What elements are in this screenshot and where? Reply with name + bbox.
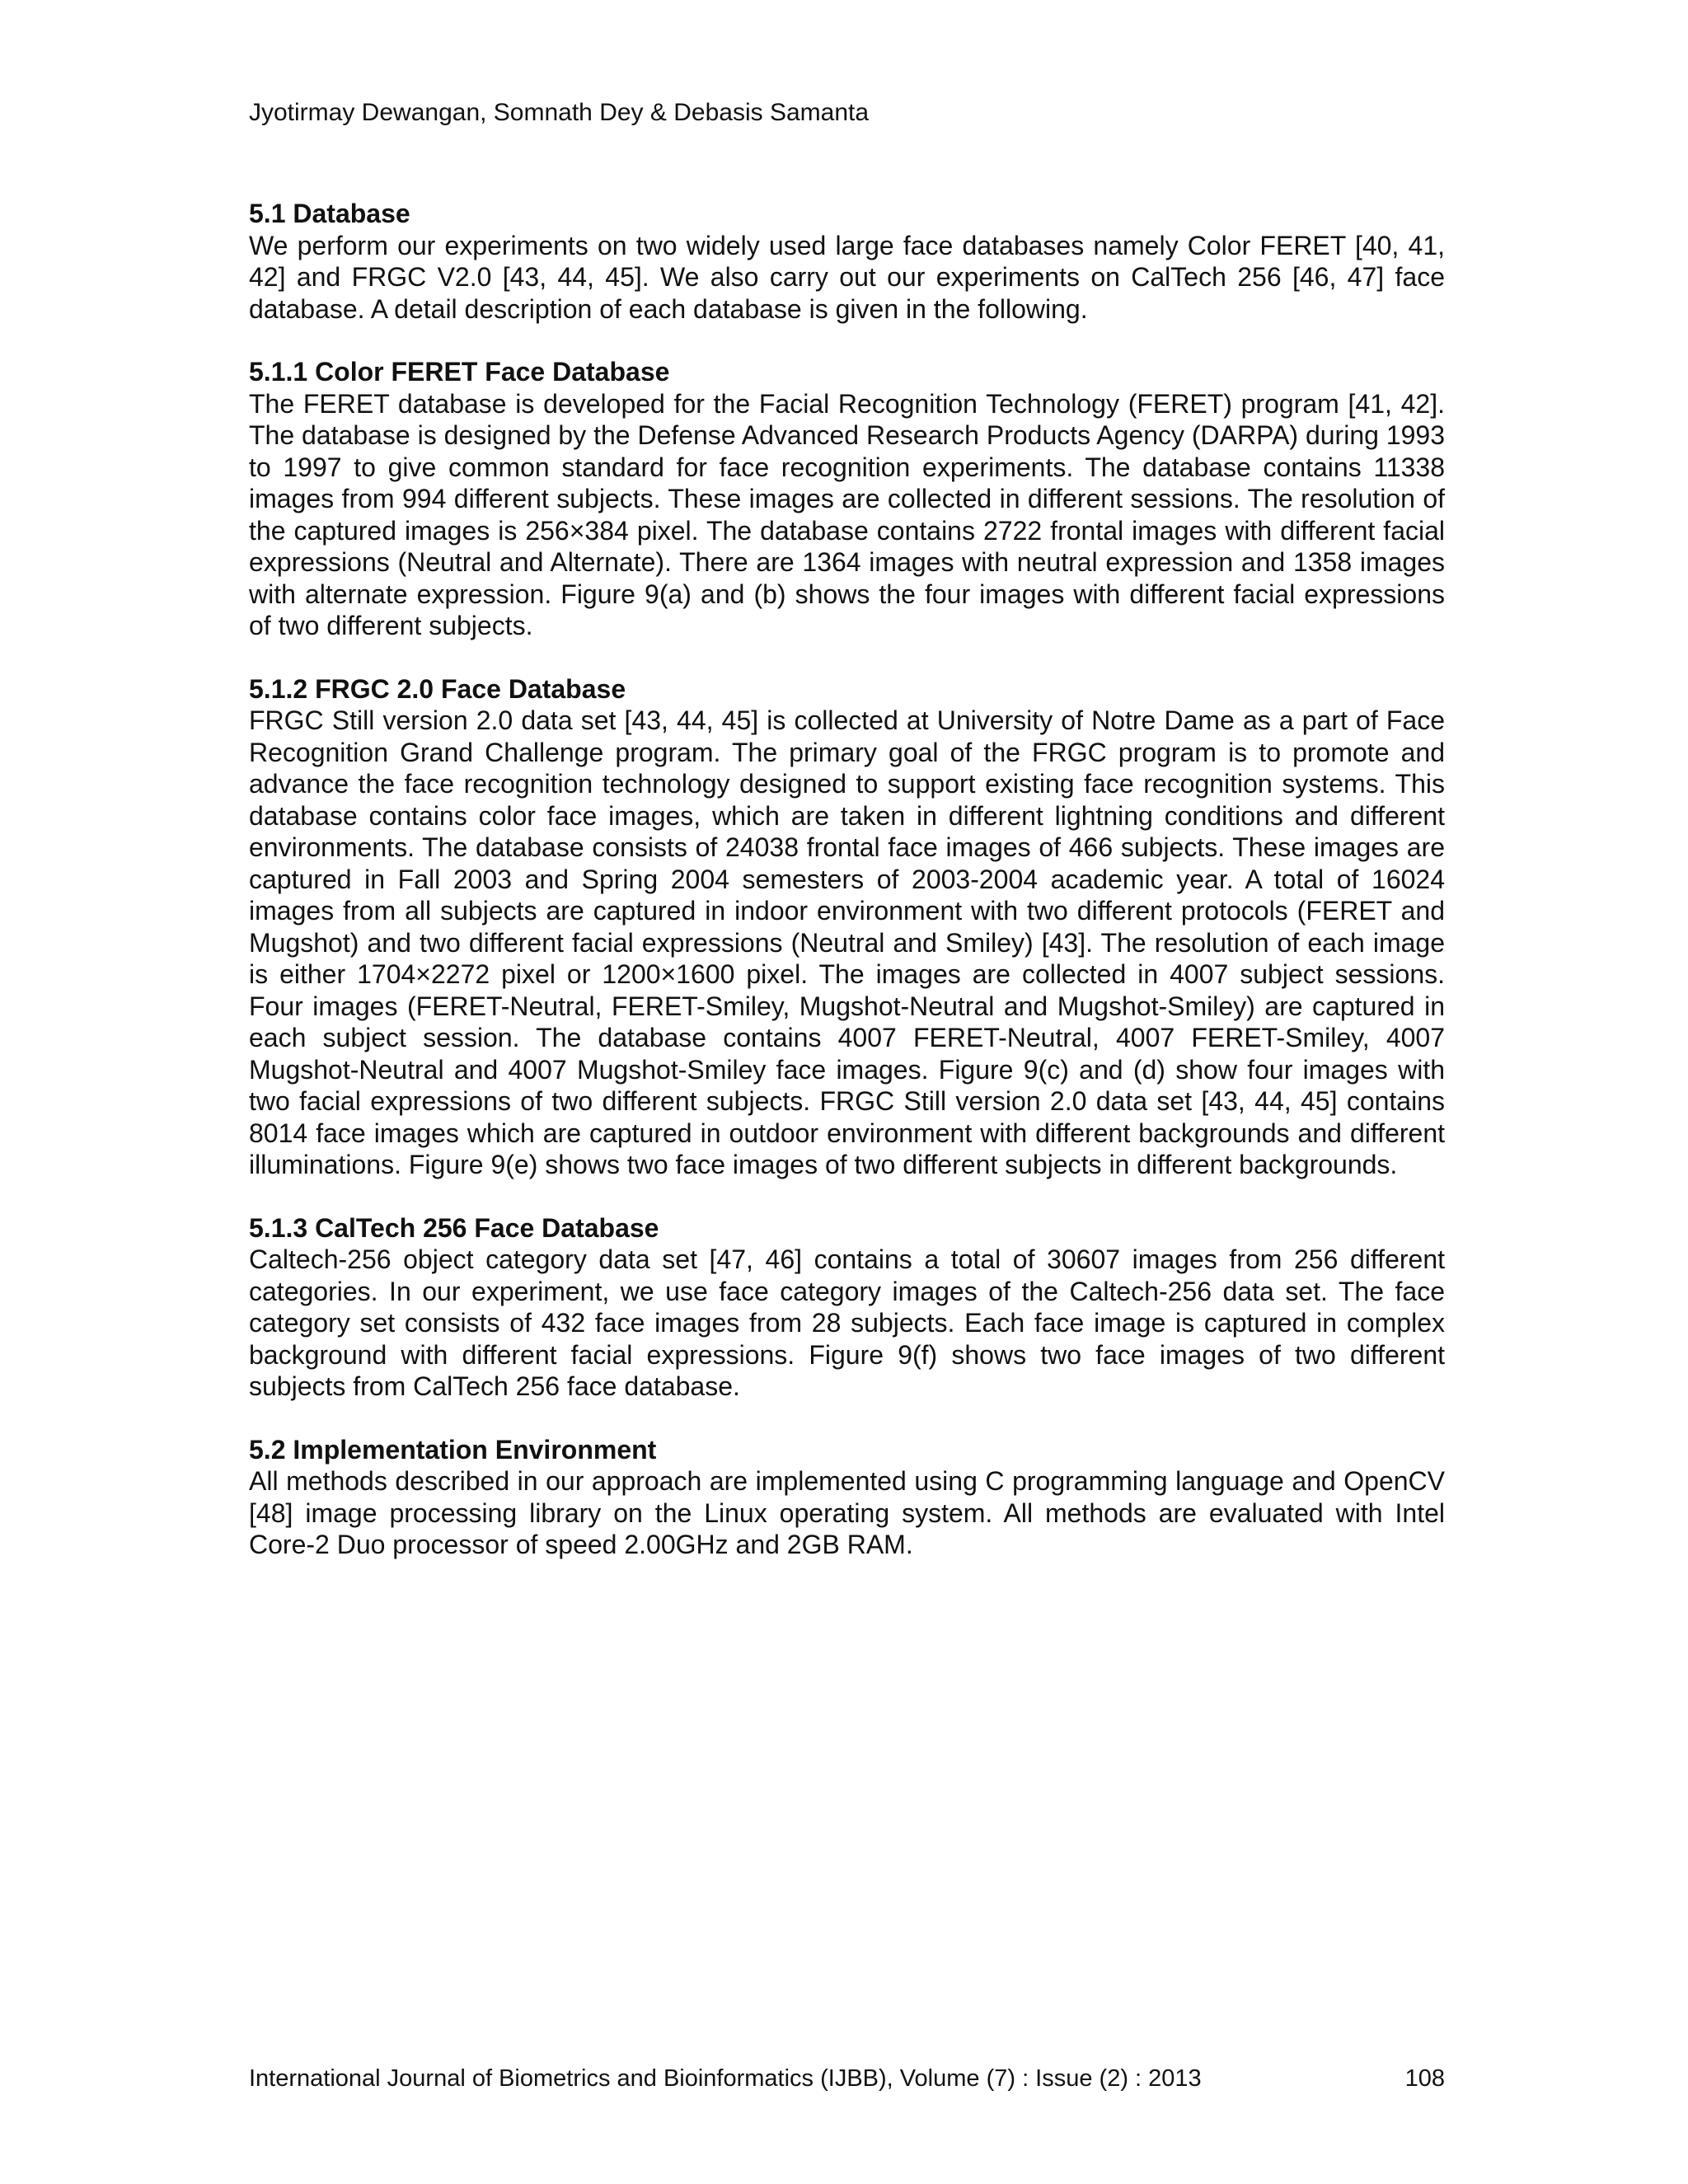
section-heading: 5.1 Database (249, 199, 410, 228)
section-frgc (249, 673, 1445, 1181)
section-paragraph: All methods described in our approach are implemented using C programming language and OpenCV [48] image processing library on the Linux operating system. All methods are evaluated with Intel Core-2 Duo processor of speed 2.00GHz and 2GB RAM. (249, 1466, 1445, 1559)
section-color-feret (249, 356, 1445, 642)
section-heading: 5.2 Implementation Environment (249, 1434, 657, 1465)
running-header-authors: Jyotirmay Dewangan, Somnath Dey & Debasis Samanta (249, 99, 870, 126)
section-heading: 5.1.1 Color FERET Face Database (249, 357, 670, 387)
footer-page-number: 108 (1404, 2065, 1445, 2092)
section-database (249, 198, 1445, 325)
section-paragraph: The FERET database is developed for the Facial Recognition Technology (FERET) program [41, 42]. The database is designed by the Defense Advanced Research Products Agency (DARPA) during 1993 to 1997 to give common standard for face recognition experiments. The database contains 11338 images from 994 different subjects. These images are collected in different sessions. The resolution of the captured images is 256×384 pixel. The database contains 2722 frontal images with different facial expressions (Neutral and Alternate). There are 1364 images with neutral expression and 1358 images with alternate expression. Figure 9(a) and (b) shows the four images with different facial expressions of two different subjects. (249, 388, 1445, 640)
section-caltech (249, 1212, 1445, 1403)
section-paragraph: We perform our experiments on two widely used large face databases namely Color FERET [40, 41, 42] and FRGC V2.0 [43, 44, 45]. We also carry out our experiments on CalTech 256 [46, 47] face database. A detail description of each database is given in the following. (249, 230, 1445, 324)
section-heading: 5.1.3 CalTech 256 Face Database (249, 1212, 659, 1243)
section-heading: 5.1.2 FRGC 2.0 Face Database (249, 673, 626, 704)
section-paragraph: FRGC Still version 2.0 data set [43, 44, 45] is collected at University of Notre Dame as a part of Face Recognition Grand Challenge program. The primary goal of the FRGC program is to promote and advance the face recognition technology designed to support existing face recognition systems. This database contains color face images, which are taken in different lightning conditions and different environments. The database consists of 24038 frontal face images of 466 subjects. These images are captured in Fall 2003 and Spring 2004 semesters of 2003-2004 academic year. A total of 16024 images from all subjects are captured in indoor environment with two different protocols (FERET and Mugshot) and two different facial expressions (Neutral and Smiley) [43]. The resolution of each image is either 1704×2272 pixel or 1200×1600 pixel. The images are collected in 4007 subject sessions. Four images (FERET-Neutral, FERET-Smiley, Mugshot-Neutral and Mugshot-Smiley) are captured in each subject session. The database contains 4007 FERET-Neutral, 4007 FERET-Smiley, 4007 Mugshot-Neutral and 4007 Mugshot-Smiley face images. Figure 9(c) and (d) show four images with two facial expressions of two different subjects. FRGC Still version 2.0 data set [43, 44, 45] contains 8014 face images which are captured in outdoor environment with different backgrounds and different illuminations. Figure 9(e) shows two face images of two different subjects in different backgrounds. (249, 705, 1445, 1179)
section-implementation (249, 1434, 1445, 1561)
main-content (249, 198, 1445, 1592)
footer-journal-citation: International Journal of Biometrics and Bioinformatics (IJBB), Volume (7) : Issue (2) : 2013 (249, 2065, 1202, 2092)
section-paragraph: Caltech-256 object category data set [47, 46] contains a total of 30607 images from 256 different categories. In our experiment, we use face category images of the Caltech-256 data set. The face category set consists of 432 face images from 28 subjects. Each face image is captured in complex background with different facial expressions. Figure 9(f) shows two face images of two different subjects from CalTech 256 face database. (249, 1244, 1445, 1401)
